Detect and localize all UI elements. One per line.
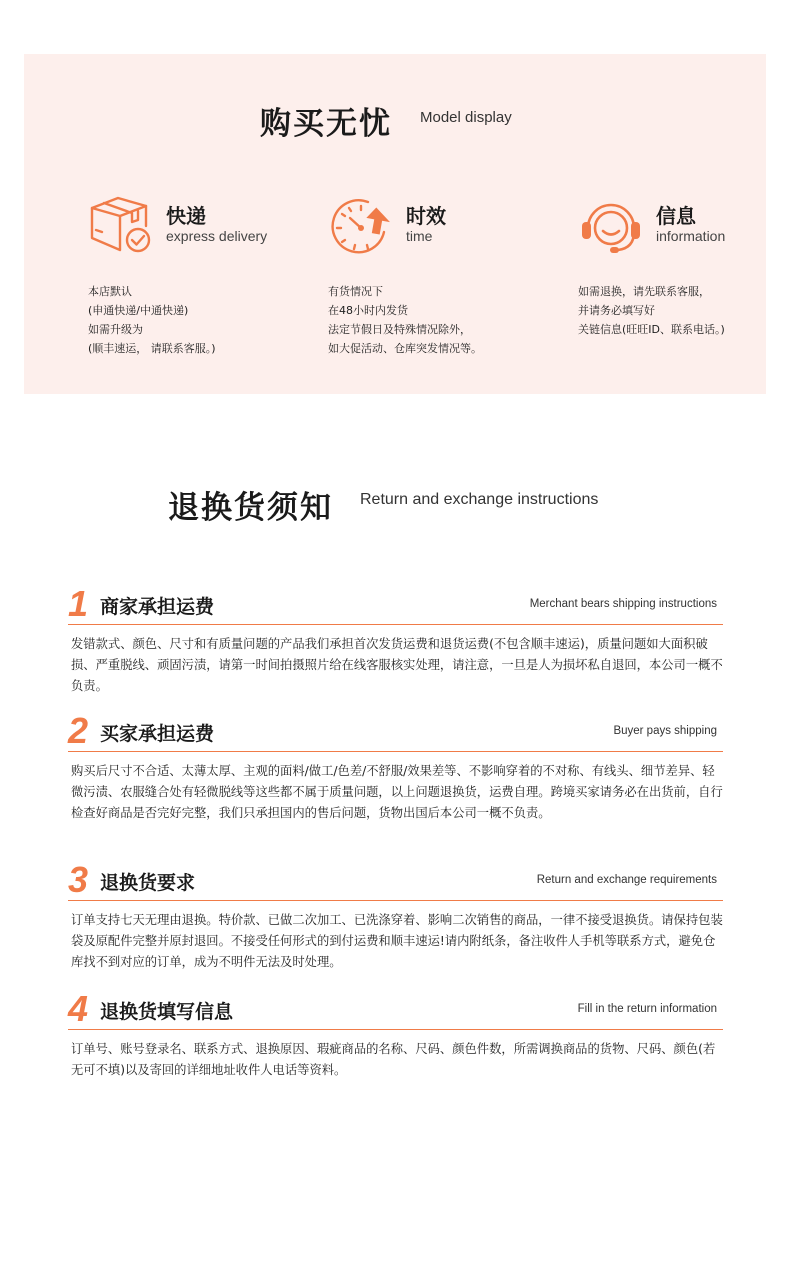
feature-delivery-desc — [88, 282, 216, 358]
feature-title: 时效 — [406, 204, 446, 228]
desc-line: 如需升级为 — [88, 323, 143, 336]
feature-subtitle: express delivery — [166, 228, 268, 244]
desc-line: (申通快递/中通快递) — [88, 304, 189, 317]
item-body: 订单支持七天无理由退换。特价款、已做二次加工、已洗涤穿着、影响二次销售的商品，一律不接受退换货。请保持包装袋及原配件完整并原封退回。不接受任何形式的到付运费和顺丰速运!请内附纸条，备注收件人手机等联系方式，避免仓库找不到对应的订单，成为不明件无法及时处理。 — [71, 913, 723, 969]
item-body: 发错款式、颜色、尺寸和有质量问题的产品我们承担首次发货运费和退货运费(不包含顺丰速运)，质量问题如大面积破损、严重脱线、顽固污渍，请第一时间拍摄照片给在线客服核实处理，请注意，一旦是人为损坏私自退回，本公司一概不负责。 — [71, 637, 723, 693]
feature-time — [328, 192, 548, 262]
feature-information — [578, 192, 790, 262]
feature-delivery — [88, 192, 308, 262]
item-number: 4 — [68, 988, 89, 1029]
item-subtitle: Merchant bears shipping instructions — [529, 598, 717, 610]
returns-title: 退换货须知 — [168, 490, 333, 526]
item-title: 商家承担运费 — [100, 596, 215, 618]
desc-line: (顺丰速运， 请联系客服。) — [88, 342, 216, 355]
item-divider — [68, 900, 723, 901]
returns-subtitle: Return and exchange instructions — [360, 491, 599, 508]
feature-subtitle: information — [656, 228, 726, 244]
feature-title: 信息 — [656, 204, 696, 228]
item-title: 退换货填写信息 — [100, 1001, 234, 1023]
feature-time-desc — [328, 282, 482, 358]
feature-information-desc — [578, 282, 725, 339]
headset-icon — [578, 192, 644, 258]
item-title: 退换货要求 — [100, 872, 196, 894]
panel-subtitle: Model display — [420, 109, 512, 126]
item-divider — [68, 1029, 723, 1030]
item-subtitle: Return and exchange requirements — [536, 874, 717, 886]
worry-free-panel — [24, 54, 766, 394]
item-body: 购买后尺寸不合适、太薄太厚、主观的面料/做工/色差/不舒服/效果差等、不影响穿着的不对称、有线头、细节差异、轻微污渍、农服缝合处有轻微脱线等这些都不属于质量问题，以上问题退换货，运费自理。跨境买家请务必在出货前，自行检查好商品是否完好完整，我们只承担国内的售后问题，货物出国后本公司一概不负责。 — [71, 764, 723, 820]
item-subtitle: Buyer pays shipping — [613, 725, 717, 737]
clock-arrow-icon — [328, 192, 394, 258]
desc-line: 并请务必填写好 — [578, 304, 655, 317]
desc-line: 法定节假日及特殊情况除外， — [328, 323, 471, 336]
item-subtitle: Fill in the return information — [577, 1003, 717, 1015]
feature-subtitle: time — [406, 228, 433, 244]
item-body: 订单号、账号登录名、联系方式、退换原因、瑕疵商品的名称、尺码、颜色件数，所需调换商品的货物、尺码、颜色(若无可不填)以及寄回的详细地址收件人电话等资料。 — [71, 1042, 716, 1077]
item-divider — [68, 751, 723, 752]
desc-line: 如大促活动、仓库突发情况等。 — [328, 342, 482, 355]
item-number: 3 — [68, 859, 89, 900]
desc-line: 本店默认 — [88, 285, 132, 298]
item-divider — [68, 624, 723, 625]
feature-title: 快递 — [166, 204, 206, 228]
item-number: 1 — [68, 583, 89, 624]
desc-line: 在48小时内发货 — [328, 304, 408, 317]
item-title: 买家承担运费 — [100, 723, 215, 745]
desc-line: 有货情况下 — [328, 285, 383, 298]
package-check-icon — [88, 192, 154, 258]
desc-line: 关链信息(旺旺ID、联系电话。) — [578, 323, 725, 336]
item-number: 2 — [68, 710, 89, 751]
desc-line: 如需退换，请先联系客服， — [578, 285, 710, 298]
panel-title: 购买无忧 — [260, 106, 392, 142]
